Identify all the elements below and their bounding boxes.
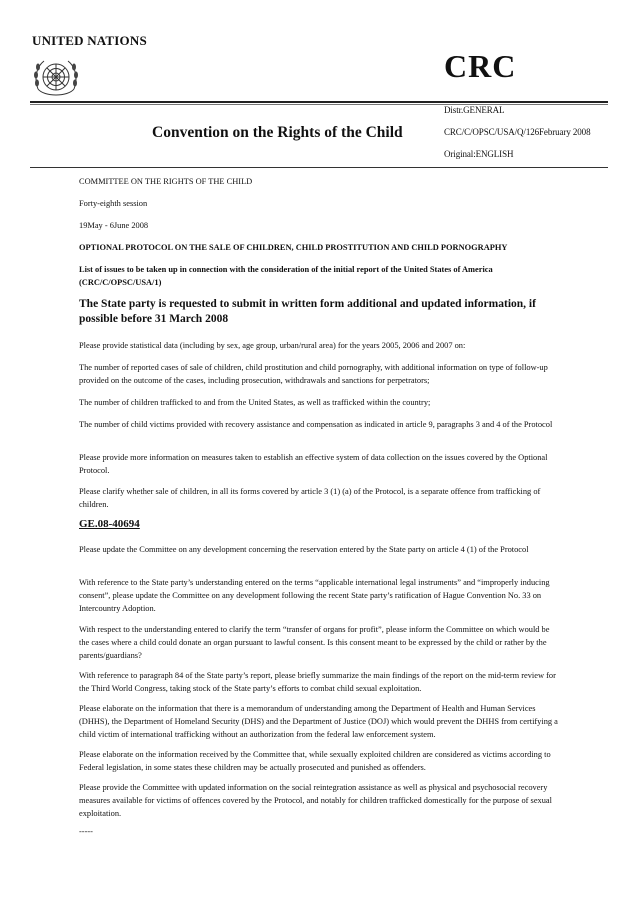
end-marker-text: ----- [79, 827, 93, 836]
protocol-text: OPTIONAL PROTOCOL ON THE SALE OF CHILDREN, CHILD PROSTITUTION AND CHILD PORNOGRAPHY [79, 243, 508, 252]
end-marker [79, 825, 559, 838]
request-text: The State party is requested to submit in written form additional and updated information, if possible before 31 March 2008 [79, 298, 536, 325]
convention-title: Convention on the Rights of the Child [152, 124, 403, 141]
paragraph-1 [79, 339, 559, 352]
committee-name [79, 175, 559, 188]
ge-number [79, 518, 559, 531]
organization-name: UNITED NATIONS [32, 33, 147, 48]
list-of-issues-text: List of issues to be taken up in connection with the consideration of the initial report of the United States of America (CRC/C/OPSC/USA/1) [79, 265, 493, 287]
distribution-label: Distr.GENERAL [444, 105, 505, 115]
paragraph-text: The number of children trafficked to and from the United States, as well as trafficked within the country; [79, 398, 431, 407]
dates-text: 19May - 6June 2008 [79, 221, 149, 230]
paragraph-11 [79, 702, 559, 741]
paragraph-text: With reference to paragraph 84 of the State party’s report, please briefly summarize the main findings of the report on the mid-term review for the Third World Congress, taking stock of the State party’s efforts to combat child sexual exploitation. [79, 671, 556, 693]
paragraph-12 [79, 748, 559, 774]
list-of-issues-heading [79, 263, 559, 289]
paragraph-text: Please provide the Committee with updated information on the social reintegration assistance as well as physical and psychosocial recovery measures available for victims of offences covered by the Protocol, and notably for children trafficked domestically for the purpose of sexual exploitation. [79, 783, 552, 818]
original-language: Original:ENGLISH [444, 149, 514, 159]
paragraph-text: Please elaborate on the information received by the Committee that, while sexually exploited children are considered as victims according to Federal legislation, in some states these children may be actually prosecuted and punished as offenders. [79, 750, 551, 772]
session [79, 197, 559, 210]
un-emblem-icon [30, 55, 82, 103]
header-rule-bottom [30, 167, 608, 168]
paragraph-text: Please clarify whether sale of children, in all its forms covered by article 3 (1) (a) of the Protocol, is a separate offence from trafficking of children. [79, 487, 541, 509]
paragraph-10 [79, 669, 559, 695]
paragraph-13 [79, 781, 559, 820]
paragraph-2 [79, 361, 559, 387]
committee-text: COMMITTEE ON THE RIGHTS OF THE CHILD [79, 177, 253, 186]
paragraph-5 [79, 451, 559, 477]
paragraph-text: Please update the Committee on any development concerning the reservation entered by the State party on article 4 (1) of the Protocol [79, 545, 529, 554]
paragraph-7 [79, 543, 559, 556]
paragraph-text: The number of child victims provided with recovery assistance and compensation as indicated in article 9, paragraphs 3 and 4 of the Protocol [79, 420, 553, 429]
document-symbol-date: CRC/C/OPSC/USA/Q/126February 2008 [444, 127, 591, 137]
paragraph-8 [79, 576, 559, 615]
document-symbol-heading: CRC [444, 48, 517, 84]
header-rule-thick [30, 101, 608, 103]
protocol-heading [79, 241, 559, 254]
paragraph-text: With reference to the State party’s understanding entered on the terms “applicable international legal instruments” and “improperly inducing consent”, please update the Committee on any development following the recent State party’s ratification of Hague Convention No. 33 on Intercountry Adoption. [79, 578, 550, 613]
paragraph-text: Please elaborate on the information that there is a memorandum of understanding among the Department of Health and Human Services (DHHS), the Department of Homeland Security (DHS) and the Department of Justice (DOJ) which would prevent the DHHS from certifying a child victim of international trafficking without an authorization from the federal law enforcement system. [79, 704, 558, 739]
ge-number-text: GE.08-40694 [79, 518, 140, 530]
request-heading [79, 297, 559, 327]
paragraph-9 [79, 623, 559, 662]
session-text: Forty-eighth session [79, 199, 148, 208]
paragraph-6 [79, 485, 559, 511]
paragraph-4 [79, 418, 559, 431]
session-dates [79, 219, 559, 232]
paragraph-text: The number of reported cases of sale of children, child prostitution and child pornography, with additional information on type of follow-up provided on the outcome of the cases, including prosecution, withdrawals and sanctions for perpetrators; [79, 363, 548, 385]
paragraph-text: Please provide statistical data (including by sex, age group, urban/rural area) for the years 2005, 2006 and 2007 on: [79, 341, 466, 350]
paragraph-3 [79, 396, 559, 409]
header-rule-thin [30, 104, 608, 105]
paragraph-text: Please provide more information on measures taken to establish an effective system of data collection on the issues covered by the Optional Protocol. [79, 453, 548, 475]
paragraph-text: With respect to the understanding entered to clarify the term “transfer of organs for profit”, please inform the Committee on which would be the cases where a child could donate an organ pursuant to lawful consent. Is this consent meant to be expressed by the child or rather by the parents/guardians? [79, 625, 550, 660]
